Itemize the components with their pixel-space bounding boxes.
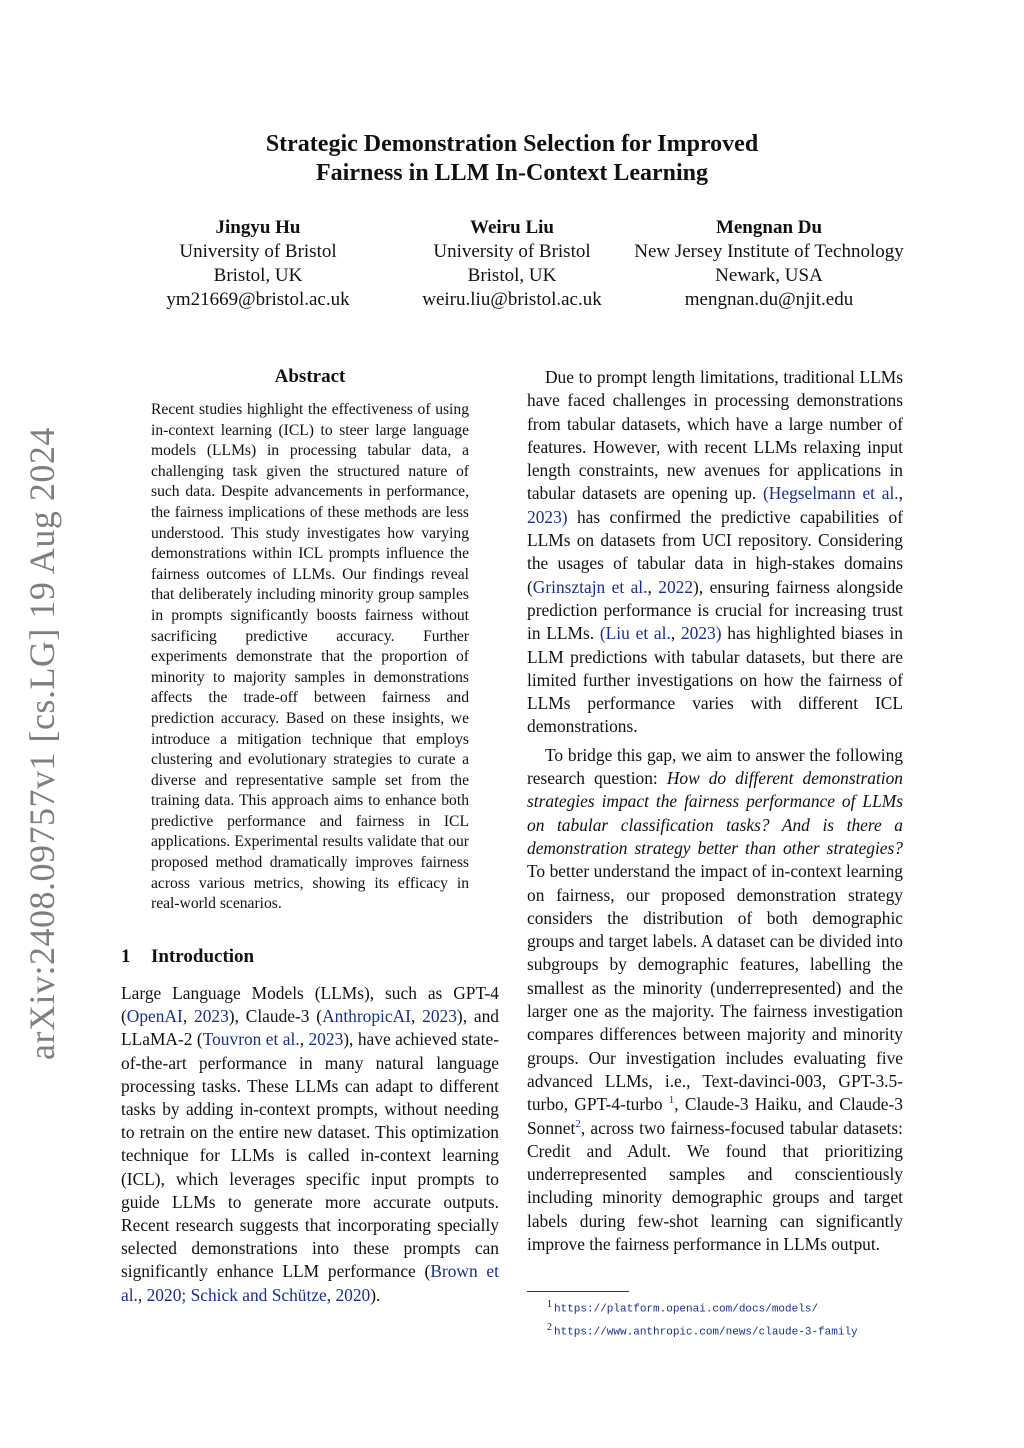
text-run: has highlighted biases in LLM predictions with tabular datasets, but there are limited further investigations on how the fairness of LLMs performance varies with different ICL demonstrations.: [527, 623, 903, 737]
author-location: Newark, USA: [715, 265, 823, 286]
citation-year-link[interactable]: 2023: [194, 1006, 229, 1027]
author-location: Bristol, UK: [467, 265, 557, 286]
text-run: ,: [410, 1006, 423, 1027]
footnote-number: 1: [547, 1299, 552, 1310]
author-email[interactable]: ym21669@bristol.ac.uk: [166, 289, 350, 310]
citation-link[interactable]: Schick and Schütze: [190, 1284, 327, 1305]
text-run: ): [715, 623, 722, 644]
author-block-3: [614, 216, 924, 312]
author-location: Bristol, UK: [213, 265, 303, 286]
section-number: 1: [121, 946, 131, 967]
text-run: Due to prompt length limitations, traditional LLMs have faced challenges in processing demonstrations from tabular datasets, which have a large number of features. However, with recent LLMs relaxing input length constraints, new avenues for applications in tabular datasets are opening up.: [527, 367, 903, 504]
author-block-1: [140, 216, 376, 312]
author-name: Mengnan Du: [715, 217, 823, 238]
title-line-2: Fairness in LLM In-Context Learning: [315, 160, 708, 186]
text-run: ,: [898, 483, 903, 504]
abstract-heading: Abstract: [274, 366, 346, 387]
author-affiliation: University of Bristol: [179, 241, 337, 262]
text-run: ,: [647, 576, 659, 597]
author-name: Jingyu Hu: [215, 217, 301, 238]
title-line-1: Strategic Demonstration Selection for Improved: [265, 131, 759, 157]
introduction-paragraph: [121, 982, 499, 1307]
footnotes: [547, 1296, 927, 1341]
text-run: ,: [137, 1284, 147, 1305]
text-run: ;: [181, 1284, 191, 1305]
text-run: To bridge this gap, we aim to answer the following research question:: [527, 744, 903, 789]
author-block-2: [400, 216, 624, 312]
text-run: ).: [370, 1284, 381, 1305]
paragraph-motivation: [527, 366, 903, 739]
text-run: , across two fairness-focused tabular datasets: Credit and Adult. We found that prioritizing underrepresented samples and conscientiously including minority demographic groups and target labels during few-shot learning can significantly improve the fairness performance in LLMs output.: [527, 1117, 903, 1254]
footnote-number: 2: [547, 1321, 552, 1333]
author-affiliation: New Jersey Institute of Technology: [634, 241, 904, 262]
text-run: ), and LLaMA-2 (: [121, 1006, 499, 1050]
research-question: How do different demonstration strategies impact the fairness performance of LLMs on tabular classification tasks? And is there a demonstration strategy better than other strategies?: [527, 768, 903, 858]
citation-year-link[interactable]: 2023: [680, 623, 716, 644]
text-run: ,: [670, 623, 681, 644]
citation-link[interactable]: (Liu et al.: [599, 623, 671, 644]
footnote-1: [547, 1296, 927, 1319]
citation-year-link[interactable]: 2023: [527, 506, 562, 527]
arxiv-identifier: arXiv:2408.09757v1 [cs.LG] 19 Aug 2024: [22, 427, 62, 1060]
footnote-2: [547, 1319, 927, 1342]
text-run: ): [561, 506, 568, 527]
text-run: ), ensuring fairness alongside prediction performance is crucial for increasing trust in LLMs.: [527, 576, 903, 644]
text-run: ), Claude-3 (: [228, 1006, 323, 1027]
citation-year-link[interactable]: 2020: [335, 1284, 371, 1305]
footnote-marker-2[interactable]: 2: [575, 1117, 581, 1130]
citation-link[interactable]: Brown et al.: [121, 1261, 499, 1305]
author-affiliation: University of Bristol: [433, 241, 591, 262]
paper-title: [0, 130, 1024, 188]
author-email[interactable]: mengnan.du@njit.edu: [684, 289, 854, 310]
author-name: Weiru Liu: [470, 217, 554, 238]
text-run: ,: [182, 1006, 194, 1027]
abstract-text: Recent studies highlight the effectiveness of using in-context learning (ICL) to steer large language models (LLMs) in processing tabular data, a challenging task given the structured nature of such data. Despite advancements in performance, the fairness implications of these methods are less understood. This study investigates how varying demonstrations within ICL prompts influence the fairness outcomes of LLMs. Our findings reveal that deliberately including minority group samples in prompts significantly boosts fairness without sacrificing predictive accuracy. Further experiments demonstrate that the proportion of minority to majority samples in demonstrations affects the trade-off between fairness and prediction accuracy. Based on these insights, we introduce a mitigation technique that employs clustering and evolutionary strategies to curate a diverse and representative sample set from the training data. This approach aims to enhance both predictive performance and fairness in ICL applications. Experimental results validate that our proposed method dramatically improves fairness across various metrics, showing its efficacy in real-world scenarios.: [151, 401, 469, 913]
author-email[interactable]: weiru.liu@bristol.ac.uk: [422, 289, 602, 310]
citation-link[interactable]: OpenAI: [126, 1006, 183, 1027]
paragraph-research-question: [527, 744, 903, 1257]
introduction-heading: [121, 946, 501, 968]
footnote-url-link[interactable]: https://platform.openai.com/docs/models/: [554, 1303, 819, 1316]
text-run: has confirmed the predictive capabilities of LLMs on datasets from UCI repository. Considering the usages of tabular data in high-stakes domains (: [527, 506, 903, 597]
citation-link[interactable]: Touvron et al.: [202, 1029, 300, 1050]
footnote-url-link[interactable]: https://www.anthropic.com/news/claude-3-family: [554, 1326, 858, 1339]
section-title: Introduction: [151, 946, 255, 967]
citation-year-link[interactable]: 2023: [308, 1029, 344, 1050]
citation-link[interactable]: AnthropicAI: [322, 1006, 411, 1027]
citation-year-link[interactable]: 2022: [658, 576, 694, 597]
right-column: [527, 366, 903, 1256]
text-run: ,: [299, 1029, 309, 1050]
citation-year-link[interactable]: 2023: [422, 1006, 457, 1027]
text-run: ), have achieved state-of-the-art performance in many natural language processing tasks. These LLMs can adapt to different tasks by adding in-context prompts, without needing to retrain on the entire new dataset. This optimization technique for LLMs is called in-context learning (ICL), which leverages specific input prompts to guide LLMs to generate more accurate outputs. Recent research suggests that incorporating specially selected demonstrations into these prompts can significantly enhance LLM performance (: [121, 1029, 499, 1282]
text-run: , Claude-3 Haiku, and Claude-3 Sonnet: [527, 1094, 903, 1138]
text-run: To better understand the impact of in-context learning on fairness, our proposed demonstration strategy considers the distribution of both demographic groups and target labels. A dataset can be divided into subgroups by demographic features, labelling the smallest as the minority (underrepresented) and the larger one as the majority. The fairness investigation compares differences between majority and minority groups. Our investigation includes evaluating five advanced LLMs, i.e., Text-davinci-003, GPT-3.5-turbo, GPT-4-turbo: [527, 861, 903, 1115]
text-run: ,: [326, 1284, 336, 1305]
footnote-marker-1[interactable]: 1: [668, 1094, 675, 1107]
text-run: Large Language Models (LLMs), such as GPT-4 (: [121, 983, 499, 1027]
citation-link[interactable]: Grinsztajn et al.: [532, 576, 648, 597]
footnote-divider: [527, 1291, 629, 1292]
citation-year-link[interactable]: 2020: [146, 1284, 182, 1305]
citation-link[interactable]: (Hegselmann et al.: [763, 483, 899, 504]
